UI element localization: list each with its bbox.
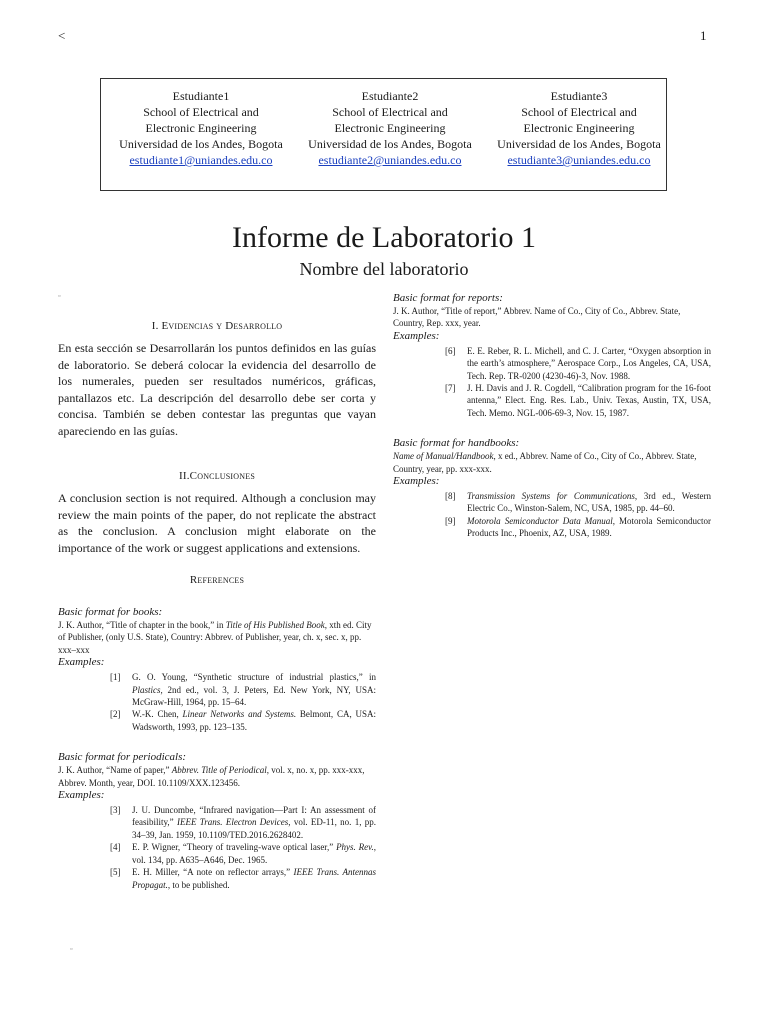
authors-box: [100, 78, 667, 191]
section-heading: I. Evidencias y Desarrollo: [151, 320, 283, 332]
author-dept: Electronic Engineering: [145, 121, 257, 135]
paragraph-marker: ▫: [70, 945, 73, 953]
page-subtitle: Nombre del laboratorio: [299, 259, 469, 279]
reference-item: [2] W.-K. Chen, Linear Networks and Systems. Belmont, CA, USA: Wadsworth, 1993, pp. 123–135.: [110, 709, 376, 732]
examples-label: Examples:: [58, 789, 105, 802]
page-title: Informe de Laboratorio 1: [231, 221, 537, 254]
references-heading: References: [189, 574, 245, 586]
reference-item: [7] J. H. Davis and J. R. Cogdell, “Calibration program for the 16-foot antenna,” Elect. Eng. Res. Lab., Univ. Texas, Austin, TX, USA, Tech. Memo. NGL-006-69-3, Nov. 15, 1987.: [445, 383, 711, 418]
author-dept: School of Electrical and: [332, 105, 448, 119]
format-template: J. K. Author, “Name of paper,” Abbrev. Title of Periodical, vol. x, no. x, pp. xxx-xxx, Abbrev. Month, year, DOI. 10.1109/XXX.123456.: [58, 765, 365, 788]
author-email-link[interactable]: estudiante3@uniandes.edu.co: [507, 153, 651, 167]
author-university: Universidad de los Andes, Bogota: [308, 137, 472, 151]
author-name: Estudiante1: [172, 89, 230, 103]
reference-item: [1] G. O. Young, “Synthetic structure of industrial plastics,” in Plastics, 2nd ed., vol. 3, J. Peters, Ed. New York, NY, USA: McGraw-Hill, 1964, pp. 15–64.: [110, 672, 376, 708]
format-template: J. K. Author, “Title of report,” Abbrev. Name of Co., City of Co., Abbrev. State, Country, Rep. xxx, year.: [393, 306, 681, 329]
format-label: Basic format for handbooks:: [393, 437, 520, 450]
page-number: 1: [700, 28, 707, 43]
author-1: [106, 88, 296, 168]
back-arrow[interactable]: <: [58, 28, 66, 43]
author-email-link[interactable]: estudiante1@uniandes.edu.co: [129, 153, 273, 167]
author-name: Estudiante2: [361, 89, 419, 103]
reference-item: [8] Transmission Systems for Communications, 3rd ed., Western Electric Co., Winston-Salem, NC, USA, 1985, pp. 44–60.: [445, 491, 711, 514]
paragraph-marker: ▫: [58, 292, 61, 300]
reference-item: [9] Motorola Semiconductor Data Manual, Motorola Semiconductor Products Inc., Phoenix, AZ, USA, 1989.: [445, 515, 711, 539]
format-label: Basic format for periodicals:: [58, 751, 187, 764]
reference-item: [5] E. H. Miller, “A note on reflector arrays,” IEEE Trans. Antennas Propagat., to be published.: [110, 867, 376, 890]
examples-label: Examples:: [393, 329, 440, 342]
author-3: [484, 88, 674, 168]
section-body: En esta sección se Desarrollarán los puntos definidos en las guías de laboratorio. Se deberá colocar la evidencia del desarrollo de los numerales, pueden ser resultados numéricos, gráficas, pantallazos etc. La descripción del desarrollo debe ser corta y concisa. También se deben contestar las preguntas que vayan apareciendo en las guías.: [58, 341, 376, 438]
author-email-link[interactable]: estudiante2@uniandes.edu.co: [318, 153, 462, 167]
author-university: Universidad de los Andes, Bogota: [497, 137, 661, 151]
author-name: Estudiante3: [550, 89, 608, 103]
left-column: [58, 292, 376, 891]
section-heading: II.Conclusiones: [179, 470, 255, 482]
author-dept: Electronic Engineering: [523, 121, 635, 135]
examples-label: Examples:: [393, 475, 440, 488]
author-dept: School of Electrical and: [521, 105, 637, 119]
format-label: Basic format for reports:: [393, 292, 503, 304]
format-template: Name of Manual/Handbook, x ed., Abbrev. Name of Co., City of Co., Abbrev. State, Country, year, pp. xxx-xxx.: [393, 451, 697, 474]
author-dept: Electronic Engineering: [334, 121, 446, 135]
format-label: Basic format for books:: [58, 606, 163, 618]
reference-item: [6] E. E. Reber, R. L. Michell, and C. J. Carter, “Oxygen absorption in the earth’s atmosphere,” Aerospace Corp., Los Angeles, CA, USA, Tech. Rep. TR-0200 (4230-46)-3, Nov. 1988.: [445, 345, 711, 381]
reference-item: [3] J. U. Duncombe, “Infrared navigation—Part I: An assessment of feasibility,” IEEE Trans. Electron Devices, vol. ED-11, no. 1, pp. 34–39, Jan. 1959, 10.1109/TED.2016.2628402.: [110, 805, 377, 840]
author-2: [295, 88, 485, 168]
section-body: A conclusion section is not required. Although a conclusion may review the main points of the paper, do not replicate the abstract as the conclusion. A conclusion might elaborate on the importance of the work or suggest applications and extensions.: [58, 491, 376, 555]
author-university: Universidad de los Andes, Bogota: [119, 137, 283, 151]
author-dept: School of Electrical and: [143, 105, 259, 119]
format-template: J. K. Author, “Title of chapter in the book,” in Title of His Published Book, xth ed. City of Publisher, (only U.S. State), Country: Abbrev. of Publisher, year, ch. x, sec. x, pp. xxx–xxx: [58, 620, 372, 655]
examples-label: Examples:: [58, 656, 105, 669]
right-column: [393, 292, 711, 540]
reference-item: [4] E. P. Wigner, “Theory of traveling-wave optical laser,” Phys. Rev., vol. 134, pp. A635–A646, Dec. 1965.: [110, 842, 376, 865]
